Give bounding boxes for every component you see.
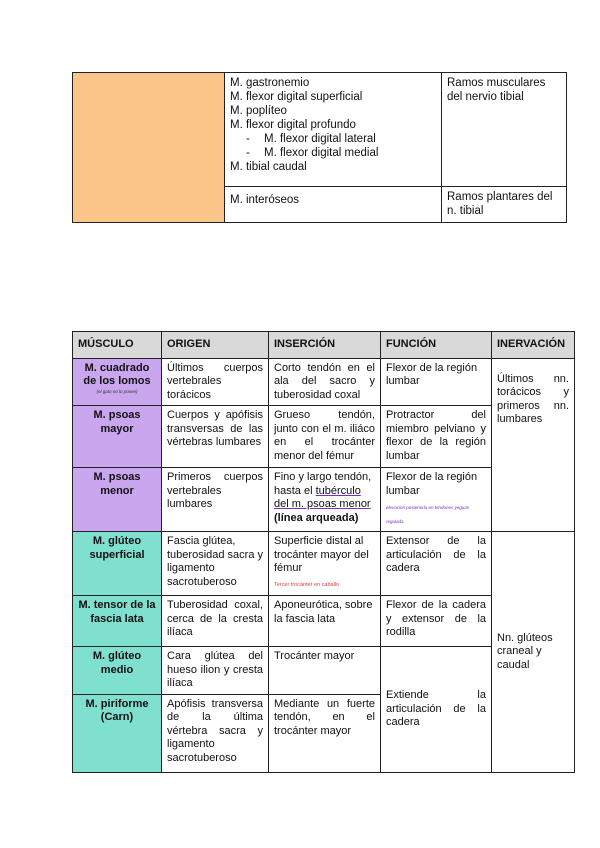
handwritten-note: (el gato no lo posee) [96,388,138,394]
muscle-cell: M. psoas mayor [73,406,162,468]
dash-marker: - [246,133,250,145]
muscle-cell: M. glúteo medio [73,647,162,695]
muscle-cell: M. psoas menor [73,468,162,532]
header-funcion: FUNCIÓN [381,332,492,359]
muscle-name: M. cuadrado de los lomos [83,361,151,387]
header-origen: ORIGEN [162,332,269,359]
table-row [73,358,575,406]
orange-label-cell [73,73,225,223]
insertion-cell [269,532,381,596]
innervation-table-top [72,72,567,223]
innervation-cell: Nn. glúteos craneal y caudal [492,532,575,773]
table-row [73,532,575,596]
insertion-text: Fino y largo tendón, hasta el [274,471,372,497]
insertion-bold-text: (línea arqueada) [274,511,359,524]
insertion-cell: Corto tendón en el ala del sacro y tuberosidad coxal [269,358,381,406]
insertion-cell: Grueso tendón, junto con el m. iliáco en el trocánter menor del fémur [269,406,381,468]
muscle-item: M. flexor digital profundo [230,119,356,131]
insertion-cell: Mediante un fuerte tendón, en el trocánter mayor [269,694,381,772]
muscle-item: M. flexor digital superficial [230,91,363,103]
insertion-cell: Aponeurótica, sobre la fascia lata [269,596,381,647]
handwritten-note: elevación posteriorla en tendones yeguas regulada [386,505,470,524]
origin-cell: Fascia glútea, tuberosidad sacra y ligamento sacrotuberoso [162,532,269,596]
sub-muscle-label: M. flexor digital lateral [264,133,376,145]
muscle-item: M. gastronemio [230,77,310,89]
insertion-cell [269,468,381,532]
function-cell [381,468,492,532]
function-cell: Extiende la articulación de la cadera [381,647,492,773]
function-cell: Flexor de la cadera y extensor de la rodilla [381,596,492,647]
muscle-item: M. interóseos [230,194,300,206]
function-cell: Flexor de la región lumbar [381,358,492,406]
muscle-list-cell [225,187,442,223]
muscle-item: M. tibial caudal [230,161,307,173]
function-text: Flexor de la región lumbar [386,471,478,497]
origin-cell: Cara glútea del hueso ilion y cresta ilíaca [162,647,269,695]
muscle-item: M. poplíteo [230,105,287,117]
header-inervacion: INERVACIÓN [492,332,575,359]
muscle-cell: M. glúteo superficial [73,532,162,596]
origin-cell: Cuerpos y apófisis transversas de las vértebras lumbares [162,406,269,468]
sub-muscle-label: M. flexor digital medial [264,147,379,159]
origin-cell: Primeros cuerpos vertebrales lumbares [162,468,269,532]
origin-cell: Últimos cuerpos vertebrales torácicos [162,358,269,406]
function-cell: Extensor de la articulación de la cadera [381,532,492,596]
table-row [73,73,567,187]
header-insercion: INSERCIÓN [269,332,381,359]
muscle-list-cell [225,73,442,187]
muscle-cell: M. piriforme (Carn) [73,694,162,772]
table-header-row [73,332,575,359]
innervation-cell: Últimos nn. torácicos y primeros nn. lumbares [492,358,575,532]
handwritten-note: Tercer trocánter en caballo [274,581,340,588]
innervation-cell: Ramos musculares del nervio tibial [442,73,567,187]
sub-muscle-item [246,146,436,160]
muscle-cell: M. tensor de la fascia lata [73,596,162,647]
insertion-text: Superficie distal al trocánter mayor del fémur [274,535,369,574]
muscle-cell [73,358,162,406]
innervation-cell: Ramos plantares del n. tibial [442,187,567,223]
origin-cell: Apófisis transversa de la última vértebra sacra y ligamento sacrotuberoso [162,694,269,772]
muscle-table [72,331,575,773]
insertion-cell: Trocánter mayor [269,647,381,695]
insertion-underlined-text: tubérculo del m. psoas menor [274,484,371,510]
dash-marker: - [246,147,250,159]
sub-muscle-item [246,132,436,146]
origin-cell: Tuberosidad coxal, cerca de la cresta ilíaca [162,596,269,647]
header-musculo: MÚSCULO [73,332,162,359]
function-cell: Protractor del miembro pelviano y flexor de la región lumbar [381,406,492,468]
sub-muscle-list [230,132,436,160]
